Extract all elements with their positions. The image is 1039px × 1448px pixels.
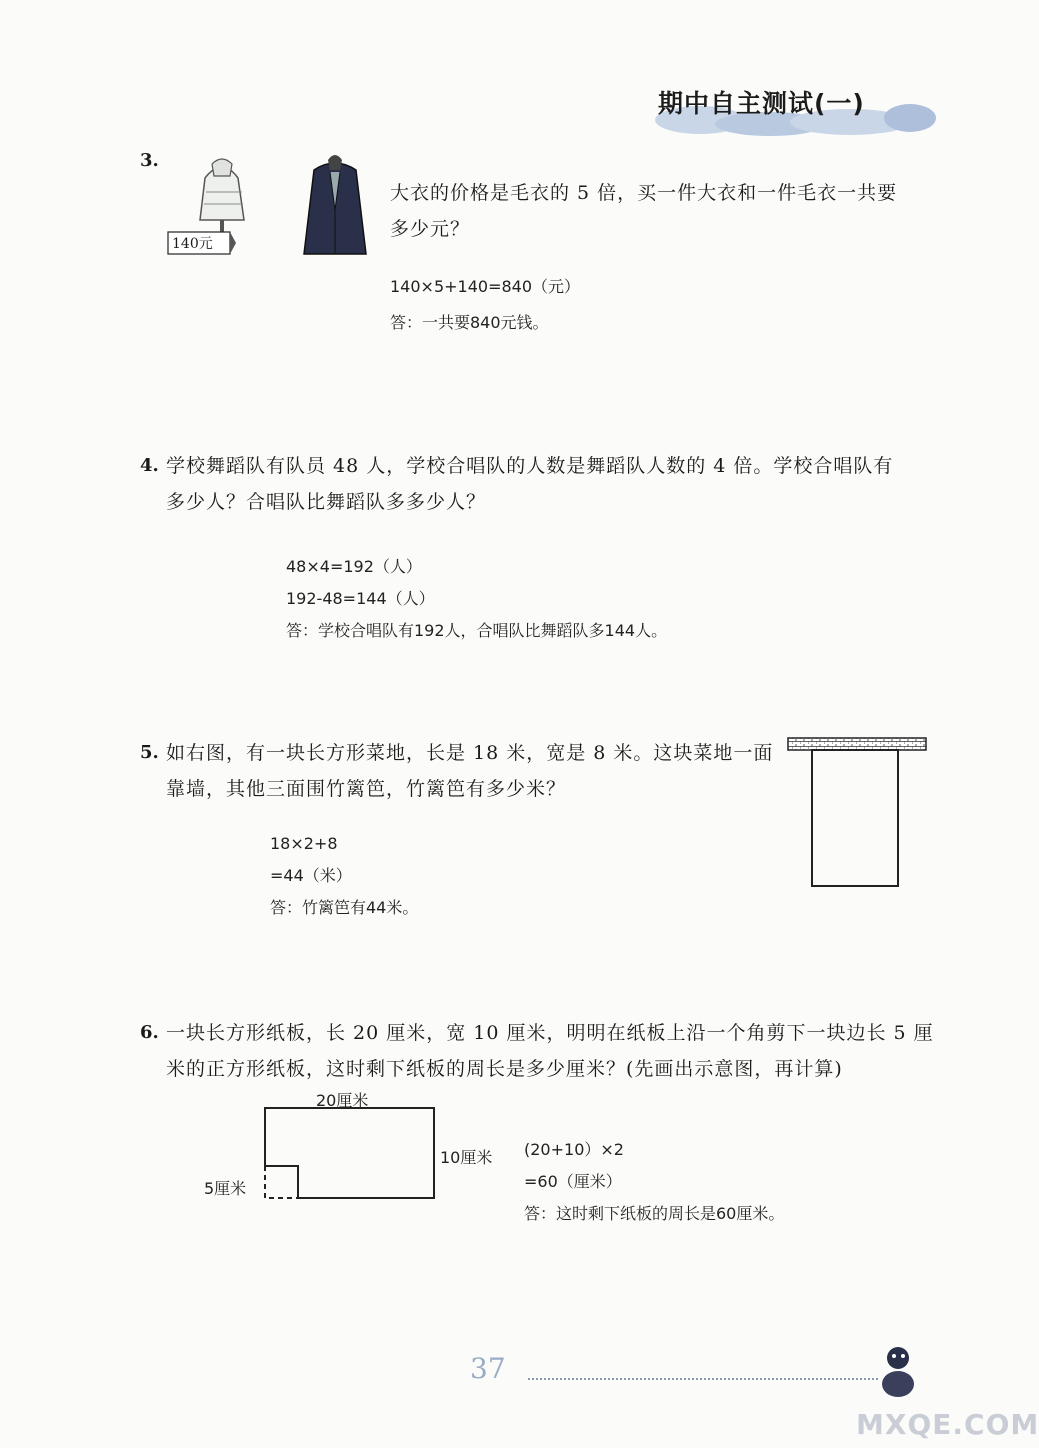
- cut-square-outline: [265, 1166, 298, 1198]
- question-5-answer-line3: 答：竹篱笆有44米。: [270, 898, 419, 917]
- label-length: 20厘米: [316, 1091, 369, 1110]
- watermark-text: MXQE.COM: [856, 1408, 1039, 1441]
- question-5-answer-line1: 18×2+8: [270, 834, 338, 853]
- question-6-answer-line2: =60（厘米）: [524, 1172, 622, 1191]
- price-tag-label: 140元: [172, 236, 213, 252]
- question-number-4: 4.: [140, 455, 159, 476]
- wall-shape: [788, 738, 926, 750]
- remaining-board-shape: [265, 1108, 434, 1198]
- page-number: 37: [470, 1352, 506, 1385]
- question-4-text-line1: 学校舞蹈队有队员 48 人，学校合唱队的人数是舞蹈队人数的 4 倍。学校合唱队有: [166, 455, 894, 477]
- question-5-text-line2: 靠墙，其他三面围竹篱笆，竹篱笆有多少米？: [166, 778, 567, 800]
- question-3-text-line1: 大衣的价格是毛衣的 5 倍，买一件大衣和一件毛衣一共要: [390, 182, 898, 204]
- question-6-answer-line1: (20+10）×2: [524, 1140, 624, 1159]
- header-banner: [640, 78, 940, 138]
- question-6-answer-line3: 答：这时剩下纸板的周长是60厘米。: [524, 1204, 785, 1223]
- question-5-text-line1: 如右图，有一块长方形菜地，长是 18 米，宽是 8 米。这块菜地一面: [166, 742, 774, 764]
- coat-illustration: [300, 150, 370, 258]
- question-number-6: 6.: [140, 1022, 159, 1043]
- footer-rule: [528, 1378, 878, 1380]
- vegetable-plot-diagram: [784, 734, 930, 892]
- question-number-5: 5.: [140, 742, 159, 763]
- cardboard-diagram: [260, 1104, 440, 1204]
- question-6-text-line2: 米的正方形纸板，这时剩下纸板的周长是多少厘米？(先画出示意图，再计算): [166, 1058, 843, 1080]
- question-6-text-line1: 一块长方形纸板，长 20 厘米，宽 10 厘米，明明在纸板上沿一个角剪下一块边长 5 厘: [166, 1022, 934, 1044]
- question-number-3: 3.: [140, 150, 159, 171]
- question-3-answer-line2: 答：一共要840元钱。: [390, 313, 549, 332]
- page-title: 期中自主测试(一): [658, 89, 865, 118]
- mascot-icon: [876, 1344, 920, 1400]
- question-4-text-line2: 多少人？合唱队比舞蹈队多多少人？: [166, 491, 487, 513]
- question-5-answer-line2: =44（米）: [270, 866, 352, 885]
- label-square-side: 5厘米: [204, 1179, 247, 1198]
- question-4-answer-line2: 192-48=144（人）: [286, 589, 435, 608]
- question-3-text-line2: 多少元？: [390, 218, 471, 240]
- plot-rectangle: [812, 750, 898, 886]
- question-4-answer-line3: 答：学校合唱队有192人，合唱队比舞蹈队多144人。: [286, 621, 668, 640]
- question-4-answer-line1: 48×4=192（人）: [286, 557, 422, 576]
- question-3-answer-line1: 140×5+140=840（元）: [390, 277, 581, 296]
- label-width: 10厘米: [440, 1148, 493, 1167]
